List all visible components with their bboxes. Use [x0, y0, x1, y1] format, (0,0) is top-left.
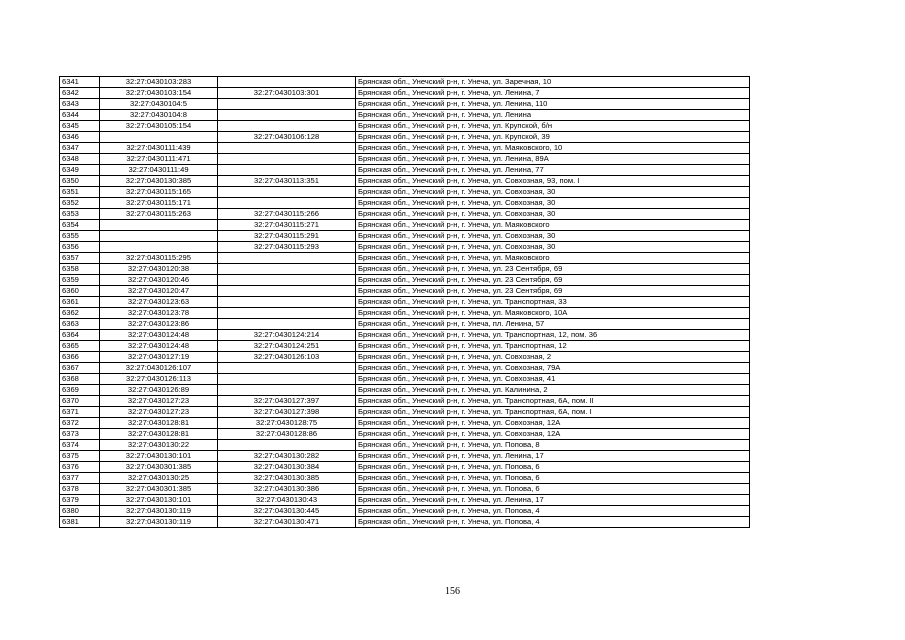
- table-row: [60, 198, 750, 209]
- object-cadastral-cell: 32:27:0430103:301: [218, 88, 356, 99]
- land-cadastral-cell: 32:27:0430130:101: [100, 451, 218, 462]
- address-cell: Брянская обл., Унечский р-н, г. Унеча, пл. Ленина, 57: [356, 319, 750, 330]
- object-cadastral-cell: 32:27:0430130:385: [218, 473, 356, 484]
- address-cell: Брянская обл., Унечский р-н, г. Унеча, ул. Попова, 6: [356, 473, 750, 484]
- row-number-cell: 6378: [60, 484, 100, 495]
- table-row: [60, 319, 750, 330]
- row-number-cell: 6354: [60, 220, 100, 231]
- object-cadastral-cell: [218, 187, 356, 198]
- table-row: [60, 264, 750, 275]
- object-cadastral-cell: [218, 385, 356, 396]
- table-row: [60, 110, 750, 121]
- address-cell: Брянская обл., Унечский р-н, г. Унеча, ул. Маяковского: [356, 220, 750, 231]
- table-row: [60, 99, 750, 110]
- row-number-cell: 6371: [60, 407, 100, 418]
- address-cell: Брянская обл., Унечский р-н, г. Унеча, ул. Ленина, 89А: [356, 154, 750, 165]
- table-row: [60, 451, 750, 462]
- row-number-cell: 6350: [60, 176, 100, 187]
- address-cell: Брянская обл., Унечский р-н, г. Унеча, ул. Транспортная, 12: [356, 341, 750, 352]
- table-row: [60, 473, 750, 484]
- land-cadastral-cell: [100, 132, 218, 143]
- object-cadastral-cell: [218, 275, 356, 286]
- table-row: [60, 165, 750, 176]
- land-cadastral-cell: 32:27:0430111:439: [100, 143, 218, 154]
- land-cadastral-cell: 32:27:0430124:48: [100, 330, 218, 341]
- land-cadastral-cell: 32:27:0430128:81: [100, 429, 218, 440]
- object-cadastral-cell: [218, 198, 356, 209]
- address-cell: Брянская обл., Унечский р-н, г. Унеча, ул. Крупской, 39: [356, 132, 750, 143]
- address-cell: Брянская обл., Унечский р-н, г. Унеча, ул. Заречная, 10: [356, 77, 750, 88]
- row-number-cell: 6342: [60, 88, 100, 99]
- land-cadastral-cell: 32:27:0430123:86: [100, 319, 218, 330]
- land-cadastral-cell: [100, 242, 218, 253]
- object-cadastral-cell: [218, 297, 356, 308]
- table-row: [60, 154, 750, 165]
- land-cadastral-cell: 32:27:0430103:283: [100, 77, 218, 88]
- address-cell: Брянская обл., Унечский р-н, г. Унеча, ул. Совхозная, 93, пом. I: [356, 176, 750, 187]
- land-cadastral-cell: 32:27:0430123:63: [100, 297, 218, 308]
- object-cadastral-cell: 32:27:0430124:251: [218, 341, 356, 352]
- object-cadastral-cell: 32:27:0430128:75: [218, 418, 356, 429]
- address-cell: Брянская обл., Унечский р-н, г. Унеча, ул. 23 Сентября, 69: [356, 264, 750, 275]
- address-cell: Брянская обл., Унечский р-н, г. Унеча, ул. Ленина, 110: [356, 99, 750, 110]
- row-number-cell: 6361: [60, 297, 100, 308]
- address-cell: Брянская обл., Унечский р-н, г. Унеча, ул. Маяковского, 10: [356, 143, 750, 154]
- row-number-cell: 6380: [60, 506, 100, 517]
- land-cadastral-cell: 32:27:0430130:119: [100, 517, 218, 528]
- row-number-cell: 6352: [60, 198, 100, 209]
- object-cadastral-cell: 32:27:0430130:386: [218, 484, 356, 495]
- object-cadastral-cell: [218, 286, 356, 297]
- address-cell: Брянская обл., Унечский р-н, г. Унеча, ул. Транспортная, 12, пом. 36: [356, 330, 750, 341]
- table-row: [60, 77, 750, 88]
- row-number-cell: 6347: [60, 143, 100, 154]
- object-cadastral-cell: [218, 374, 356, 385]
- row-number-cell: 6348: [60, 154, 100, 165]
- address-cell: Брянская обл., Унечский р-н, г. Унеча, ул. Совхозная, 30: [356, 198, 750, 209]
- object-cadastral-cell: 32:27:0430128:86: [218, 429, 356, 440]
- row-number-cell: 6376: [60, 462, 100, 473]
- table-row: [60, 385, 750, 396]
- table-row: [60, 209, 750, 220]
- object-cadastral-cell: 32:27:0430126:103: [218, 352, 356, 363]
- address-cell: Брянская обл., Унечский р-н, г. Унеча, ул. Ленина, 17: [356, 495, 750, 506]
- address-cell: Брянская обл., Унечский р-н, г. Унеча, ул. Совхозная, 30: [356, 187, 750, 198]
- table-row: [60, 517, 750, 528]
- land-cadastral-cell: 32:27:0430104:8: [100, 110, 218, 121]
- object-cadastral-cell: 32:27:0430106:128: [218, 132, 356, 143]
- row-number-cell: 6353: [60, 209, 100, 220]
- table-row: [60, 187, 750, 198]
- table-row: [60, 506, 750, 517]
- registry-table: [59, 76, 750, 528]
- land-cadastral-cell: 32:27:0430128:81: [100, 418, 218, 429]
- address-cell: Брянская обл., Унечский р-н, г. Унеча, ул. Транспортная, 6А, пом. I: [356, 407, 750, 418]
- object-cadastral-cell: 32:27:0430115:293: [218, 242, 356, 253]
- row-number-cell: 6366: [60, 352, 100, 363]
- object-cadastral-cell: [218, 165, 356, 176]
- table-row: [60, 275, 750, 286]
- object-cadastral-cell: [218, 99, 356, 110]
- land-cadastral-cell: 32:27:0430120:46: [100, 275, 218, 286]
- table-row: [60, 495, 750, 506]
- row-number-cell: 6370: [60, 396, 100, 407]
- address-cell: Брянская обл., Унечский р-н, г. Унеча, ул. Совхозная, 41: [356, 374, 750, 385]
- row-number-cell: 6365: [60, 341, 100, 352]
- row-number-cell: 6375: [60, 451, 100, 462]
- address-cell: Брянская обл., Унечский р-н, г. Унеча, ул. Маяковского, 10А: [356, 308, 750, 319]
- row-number-cell: 6369: [60, 385, 100, 396]
- address-cell: Брянская обл., Унечский р-н, г. Унеча, ул. Попова, 6: [356, 484, 750, 495]
- row-number-cell: 6357: [60, 253, 100, 264]
- row-number-cell: 6372: [60, 418, 100, 429]
- land-cadastral-cell: 32:27:0430123:78: [100, 308, 218, 319]
- address-cell: Брянская обл., Унечский р-н, г. Унеча, ул. Маяковского: [356, 253, 750, 264]
- address-cell: Брянская обл., Унечский р-н, г. Унеча, ул. Попова, 4: [356, 517, 750, 528]
- land-cadastral-cell: 32:27:0430111:49: [100, 165, 218, 176]
- address-cell: Брянская обл., Унечский р-н, г. Унеча, ул. Ленина: [356, 110, 750, 121]
- row-number-cell: 6377: [60, 473, 100, 484]
- object-cadastral-cell: 32:27:0430127:398: [218, 407, 356, 418]
- address-cell: Брянская обл., Унечский р-н, г. Унеча, ул. Ленина, 17: [356, 451, 750, 462]
- table-row: [60, 396, 750, 407]
- address-cell: Брянская обл., Унечский р-н, г. Унеча, ул. Совхозная, 12А: [356, 418, 750, 429]
- table-row: [60, 308, 750, 319]
- table-row: [60, 231, 750, 242]
- land-cadastral-cell: 32:27:0430130:101: [100, 495, 218, 506]
- row-number-cell: 6356: [60, 242, 100, 253]
- object-cadastral-cell: [218, 121, 356, 132]
- row-number-cell: 6367: [60, 363, 100, 374]
- address-cell: Брянская обл., Унечский р-н, г. Унеча, ул. Совхозная, 30: [356, 242, 750, 253]
- object-cadastral-cell: 32:27:0430127:397: [218, 396, 356, 407]
- land-cadastral-cell: 32:27:0430115:171: [100, 198, 218, 209]
- row-number-cell: 6364: [60, 330, 100, 341]
- object-cadastral-cell: [218, 440, 356, 451]
- object-cadastral-cell: [218, 143, 356, 154]
- table-row: [60, 462, 750, 473]
- row-number-cell: 6343: [60, 99, 100, 110]
- object-cadastral-cell: [218, 264, 356, 275]
- land-cadastral-cell: 32:27:0430126:89: [100, 385, 218, 396]
- land-cadastral-cell: 32:27:0430130:25: [100, 473, 218, 484]
- object-cadastral-cell: 32:27:0430115:271: [218, 220, 356, 231]
- address-cell: Брянская обл., Унечский р-н, г. Унеча, ул. Транспортная, 6А, пом. II: [356, 396, 750, 407]
- table-row: [60, 176, 750, 187]
- table-body: [60, 77, 750, 528]
- row-number-cell: 6345: [60, 121, 100, 132]
- object-cadastral-cell: 32:27:0430130:445: [218, 506, 356, 517]
- table-row: [60, 253, 750, 264]
- table-row: [60, 330, 750, 341]
- row-number-cell: 6359: [60, 275, 100, 286]
- object-cadastral-cell: 32:27:0430115:291: [218, 231, 356, 242]
- land-cadastral-cell: 32:27:0430104:5: [100, 99, 218, 110]
- object-cadastral-cell: [218, 154, 356, 165]
- address-cell: Брянская обл., Унечский р-н, г. Унеча, ул. Попова, 6: [356, 462, 750, 473]
- row-number-cell: 6358: [60, 264, 100, 275]
- address-cell: Брянская обл., Унечский р-н, г. Унеча, ул. Попова, 4: [356, 506, 750, 517]
- land-cadastral-cell: 32:27:0430103:154: [100, 88, 218, 99]
- row-number-cell: 6344: [60, 110, 100, 121]
- table-row: [60, 363, 750, 374]
- object-cadastral-cell: 32:27:0430124:214: [218, 330, 356, 341]
- row-number-cell: 6373: [60, 429, 100, 440]
- address-cell: Брянская обл., Унечский р-н, г. Унеча, ул. Совхозная, 2: [356, 352, 750, 363]
- object-cadastral-cell: 32:27:0430130:384: [218, 462, 356, 473]
- object-cadastral-cell: [218, 363, 356, 374]
- address-cell: Брянская обл., Унечский р-н, г. Унеча, ул. Ленина, 7: [356, 88, 750, 99]
- row-number-cell: 6381: [60, 517, 100, 528]
- table-row: [60, 132, 750, 143]
- land-cadastral-cell: [100, 231, 218, 242]
- address-cell: Брянская обл., Унечский р-н, г. Унеча, ул. 23 Сентября, 69: [356, 286, 750, 297]
- address-cell: Брянская обл., Унечский р-н, г. Унеча, ул. Ленина, 77: [356, 165, 750, 176]
- row-number-cell: 6360: [60, 286, 100, 297]
- object-cadastral-cell: [218, 308, 356, 319]
- page-number: 156: [445, 586, 460, 597]
- row-number-cell: 6341: [60, 77, 100, 88]
- object-cadastral-cell: 32:27:0430130:471: [218, 517, 356, 528]
- row-number-cell: 6379: [60, 495, 100, 506]
- land-cadastral-cell: 32:27:0430126:107: [100, 363, 218, 374]
- row-number-cell: 6355: [60, 231, 100, 242]
- table-row: [60, 143, 750, 154]
- land-cadastral-cell: 32:27:0430105:154: [100, 121, 218, 132]
- land-cadastral-cell: 32:27:0430130:119: [100, 506, 218, 517]
- address-cell: Брянская обл., Унечский р-н, г. Унеча, ул. Совхозная, 30: [356, 231, 750, 242]
- land-cadastral-cell: 32:27:0430130:22: [100, 440, 218, 451]
- address-cell: Брянская обл., Унечский р-н, г. Унеча, ул. Крупской, б/н: [356, 121, 750, 132]
- land-cadastral-cell: 32:27:0430127:19: [100, 352, 218, 363]
- land-cadastral-cell: 32:27:0430115:295: [100, 253, 218, 264]
- object-cadastral-cell: 32:27:0430130:282: [218, 451, 356, 462]
- land-cadastral-cell: [100, 220, 218, 231]
- object-cadastral-cell: [218, 319, 356, 330]
- table-row: [60, 286, 750, 297]
- table-row: [60, 484, 750, 495]
- object-cadastral-cell: 32:27:0430115:266: [218, 209, 356, 220]
- table-row: [60, 440, 750, 451]
- land-cadastral-cell: 32:27:0430126:113: [100, 374, 218, 385]
- table-row: [60, 429, 750, 440]
- land-cadastral-cell: 32:27:0430111:471: [100, 154, 218, 165]
- table-row: [60, 220, 750, 231]
- land-cadastral-cell: 32:27:0430115:165: [100, 187, 218, 198]
- address-cell: Брянская обл., Унечский р-н, г. Унеча, ул. Калинина, 2: [356, 385, 750, 396]
- address-cell: Брянская обл., Унечский р-н, г. Унеча, ул. Совхозная, 30: [356, 209, 750, 220]
- land-cadastral-cell: 32:27:0430127:23: [100, 396, 218, 407]
- object-cadastral-cell: [218, 110, 356, 121]
- land-cadastral-cell: 32:27:0430124:48: [100, 341, 218, 352]
- row-number-cell: 6349: [60, 165, 100, 176]
- table-row: [60, 418, 750, 429]
- object-cadastral-cell: 32:27:0430130:43: [218, 495, 356, 506]
- row-number-cell: 6363: [60, 319, 100, 330]
- address-cell: Брянская обл., Унечский р-н, г. Унеча, ул. Транспортная, 33: [356, 297, 750, 308]
- table-row: [60, 352, 750, 363]
- land-cadastral-cell: 32:27:0430127:23: [100, 407, 218, 418]
- table-row: [60, 341, 750, 352]
- table-row: [60, 374, 750, 385]
- object-cadastral-cell: 32:27:0430113:351: [218, 176, 356, 187]
- land-cadastral-cell: 32:27:0430301:385: [100, 484, 218, 495]
- land-cadastral-cell: 32:27:0430120:38: [100, 264, 218, 275]
- table-row: [60, 297, 750, 308]
- address-cell: Брянская обл., Унечский р-н, г. Унеча, ул. 23 Сентября, 69: [356, 275, 750, 286]
- address-cell: Брянская обл., Унечский р-н, г. Унеча, ул. Совхозная, 79А: [356, 363, 750, 374]
- land-cadastral-cell: 32:27:0430120:47: [100, 286, 218, 297]
- land-cadastral-cell: 32:27:0430301:385: [100, 462, 218, 473]
- land-cadastral-cell: 32:27:0430115:263: [100, 209, 218, 220]
- row-number-cell: 6374: [60, 440, 100, 451]
- table-row: [60, 88, 750, 99]
- row-number-cell: 6362: [60, 308, 100, 319]
- table-row: [60, 121, 750, 132]
- table-row: [60, 242, 750, 253]
- land-cadastral-cell: 32:27:0430130:385: [100, 176, 218, 187]
- row-number-cell: 6368: [60, 374, 100, 385]
- object-cadastral-cell: [218, 253, 356, 264]
- row-number-cell: 6346: [60, 132, 100, 143]
- address-cell: Брянская обл., Унечский р-н, г. Унеча, ул. Попова, 8: [356, 440, 750, 451]
- object-cadastral-cell: [218, 77, 356, 88]
- table-row: [60, 407, 750, 418]
- row-number-cell: 6351: [60, 187, 100, 198]
- address-cell: Брянская обл., Унечский р-н, г. Унеча, ул. Совхозная, 12А: [356, 429, 750, 440]
